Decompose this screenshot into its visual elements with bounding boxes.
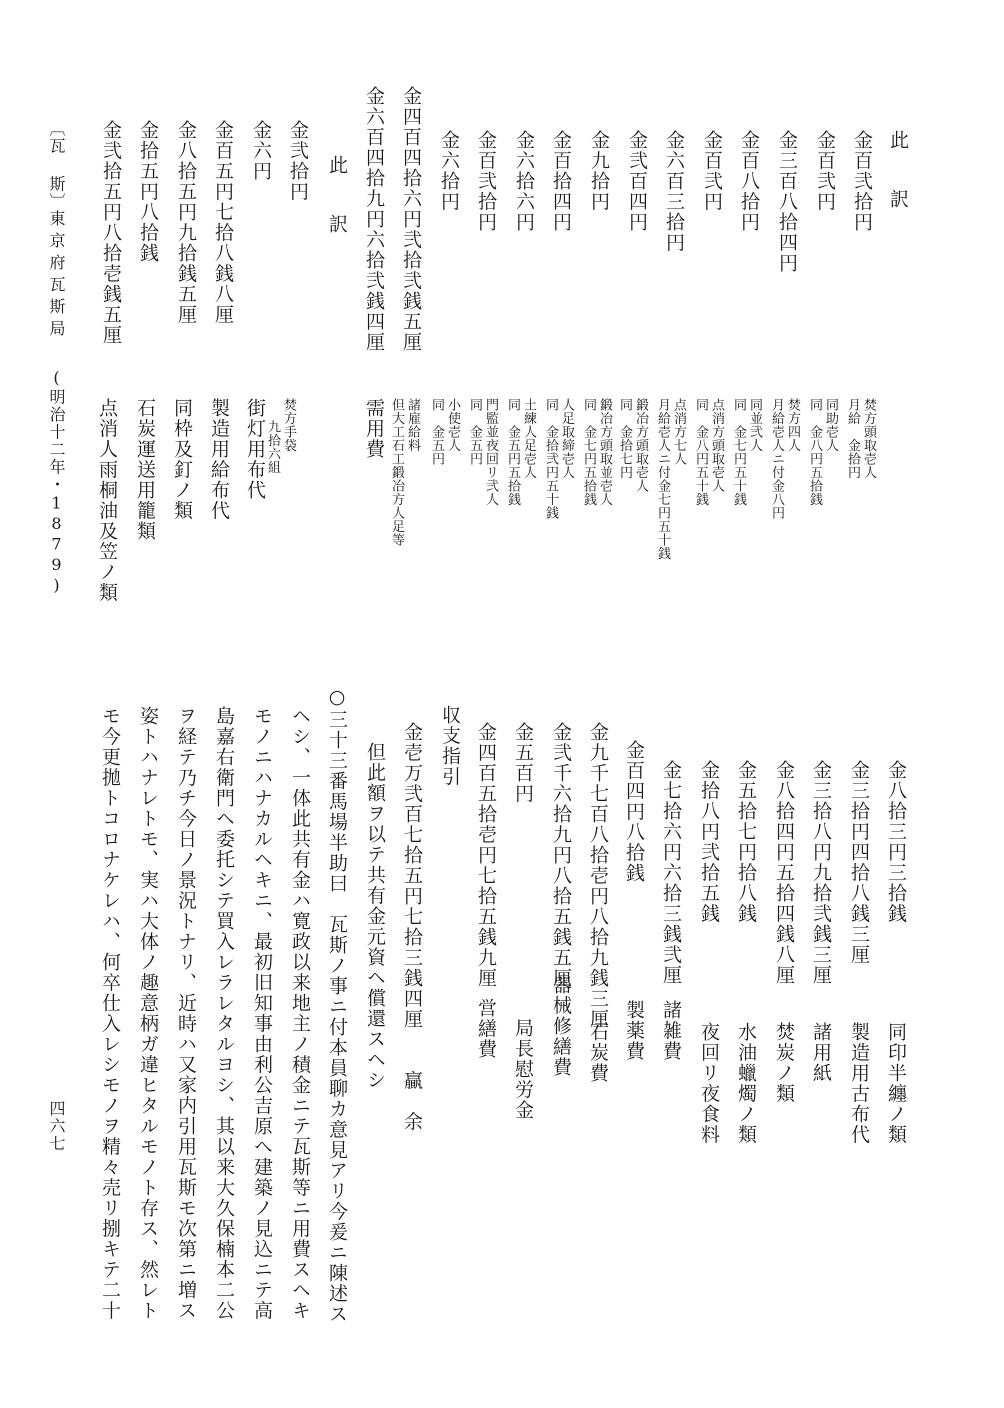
amount: 金百五円七拾八銭八厘 <box>212 120 234 325</box>
note-pair <box>656 398 685 560</box>
amount: 金七拾六円六拾三銭弐厘 <box>660 760 682 986</box>
note-pair <box>506 398 535 506</box>
paragraph-line: ○三十三番馬場半助曰 瓦斯ノ事ニ付本員聊カ意見アリ今爰ニ陳述ス <box>326 686 348 1325</box>
amount: 金三拾八円九拾弐銭三厘 <box>810 760 832 986</box>
total-amount: 金六百四拾九円六拾弐銭四厘 <box>363 86 385 353</box>
note-line: 月給壱人ニ付金八円 <box>769 398 784 520</box>
amount: 金九千七百八拾壱円八拾九銭三厘 <box>587 722 609 1030</box>
expense-item: 焚炭ノ類 <box>773 1022 795 1104</box>
amount: 金三百八拾四円 <box>776 130 798 274</box>
note-pair <box>846 398 875 479</box>
amount: 金百拾四円 <box>550 130 572 233</box>
note-line: 同 金五円五拾銭 <box>505 398 520 506</box>
expense-item: 石炭費 <box>587 1022 609 1084</box>
note-line: 同助壱人 <box>823 398 838 452</box>
paragraph-line: 姿トハナレトモ、実ハ大体ノ趣意柄ガ違ヒタルモノト存ス、然レト <box>137 706 159 1321</box>
amount: 金弐拾五円八拾壱銭五厘 <box>100 120 122 346</box>
note-line: 月給 金拾円 <box>845 398 860 479</box>
amount: 金六円 <box>250 120 272 182</box>
source-title: 東京府瓦斯局 <box>47 210 66 342</box>
amount: 金三拾円四拾八銭三厘 <box>848 760 870 965</box>
totals-note <box>390 398 419 547</box>
amount: 金六百三拾円 <box>663 130 685 253</box>
note-line: 点消方七人 <box>671 398 686 466</box>
note-line: 小使壱人 <box>445 398 460 452</box>
amount: 金四百五拾壱円七拾五銭九厘 <box>475 722 497 989</box>
note-line: 同 金五円 <box>467 398 482 466</box>
note-line: 諸雇給料 <box>405 398 420 452</box>
expense-item: 同印半纏ノ類 <box>885 1022 907 1145</box>
note-item: 点消人雨桐油及笠ノ類 <box>96 398 118 603</box>
expense-item: 夜回リ夜食料 <box>698 1022 720 1145</box>
balance-title: 収支指引 <box>439 705 461 787</box>
note-line: 同 金七円五十銭 <box>731 398 746 506</box>
source-date: (明治十二年・1879) <box>47 368 66 596</box>
note-line: 門監並夜回リ弐人 <box>483 398 498 506</box>
note-line: 同 金七円五拾銭 <box>581 398 596 506</box>
expense-item: 諸用紙 <box>810 1022 832 1084</box>
note-line: 土練人足壱人 <box>521 398 536 479</box>
expense-item: 製造用古布代 <box>848 1022 870 1145</box>
note-line: 鍛冶方頭取壱人 <box>633 398 648 493</box>
expense-item: 諸雑費 <box>660 1000 682 1062</box>
paragraph-line: ヘシ、一体此共有金ハ寛政以来地主ノ積金ニテ瓦斯等ニ用費スヘキ <box>289 706 311 1321</box>
paragraph-line: 島嘉右衛門ヘ委托シテ買入レラレタルヨシ、其以来大久保楠本二公 <box>213 706 235 1321</box>
note-pair <box>732 398 761 506</box>
note-pair <box>694 398 723 506</box>
note-line: 同並弐人 <box>747 398 762 452</box>
page-number: 四六七 <box>47 1100 66 1153</box>
expense-item: 局長慰労金 <box>512 1018 534 1121</box>
amount: 金六拾六円 <box>513 130 535 233</box>
paragraph-line: モ今更拋トコロナケレハ、何卒仕入レシモノヲ精々売リ捌キテ二十 <box>99 706 121 1321</box>
note-pair <box>544 398 573 520</box>
note-line: 焚方四人 <box>785 398 800 452</box>
note-item: 同枠及釘ノ類 <box>171 398 193 521</box>
amount: 金八拾四円五拾四銭八厘 <box>773 760 795 986</box>
note-line: 月給壱人ニ付金七円五十銭 <box>655 398 670 560</box>
amount: 金弐千六拾九円八拾五銭五厘 <box>550 722 572 989</box>
amount: 金五拾七円拾八銭 <box>735 760 757 924</box>
amount: 金百弐円 <box>814 130 836 212</box>
note-line: 焚方頭取壱人 <box>861 398 876 479</box>
note-item: 街灯用布代 <box>244 398 266 501</box>
amount: 金六拾円 <box>438 130 460 212</box>
amount: 金百弐拾円 <box>475 130 497 233</box>
note-line: 同 金八円五拾銭 <box>807 398 822 506</box>
heading-breakdown-1: 此 訳 <box>887 130 909 217</box>
amount: 金九拾円 <box>588 130 610 212</box>
note-item: 製造用給布代 <box>208 398 230 521</box>
note-line: 同 金八円五十銭 <box>693 398 708 506</box>
totals-note-title: 需用費 <box>363 398 385 460</box>
note-line: 同 金拾七円 <box>617 398 632 479</box>
amount: 金八拾五円九拾銭五厘 <box>175 120 197 325</box>
paragraph-line: ヲ経テ乃チ今日ノ景況トナリ、近時ハ又家内引用瓦斯モ次第ニ増ス <box>175 706 197 1321</box>
note-line: 点消方頭取壱人 <box>709 398 724 493</box>
note-pair <box>618 398 647 493</box>
expense-item: 製薬費 <box>623 1000 645 1062</box>
expense-item: 器械修繕費 <box>550 975 572 1078</box>
note-item: 石炭運送用籠類 <box>134 398 156 542</box>
amount: 金拾五円八拾銭 <box>137 120 159 264</box>
amount: 金八拾三円三拾銭 <box>885 760 907 924</box>
balance-line: 金壱万弐百七拾五円七拾三銭四厘 贏 余 <box>401 722 423 1132</box>
note-pair <box>430 398 459 466</box>
note-line: 九拾六組 <box>265 420 280 474</box>
note-line: 鍛冶方頭取並壱人 <box>597 398 612 506</box>
amount: 金拾八円弐拾五銭 <box>698 760 720 924</box>
expense-item: 水油蠟燭ノ類 <box>735 1022 757 1145</box>
note-line: 但大工石工鍛冶方人足等 <box>389 398 404 547</box>
note-pair <box>468 398 497 506</box>
note-line: 同 金拾弐円五十銭 <box>543 398 558 520</box>
amount: 金五百円 <box>512 722 534 804</box>
note-pair <box>770 398 799 520</box>
note-pair <box>808 398 837 506</box>
heading-breakdown-2: 此 訳 <box>326 155 348 242</box>
amount: 金百八拾円 <box>738 130 760 233</box>
amount: 金弐拾円 <box>287 120 309 202</box>
section-tag: 〔瓦 斯〕 <box>47 120 66 211</box>
expense-item: 営繕費 <box>475 998 497 1060</box>
amount: 金弐百四円 <box>626 130 648 233</box>
amount: 金百弐拾円 <box>851 130 873 233</box>
amount: 金百弐円 <box>701 130 723 212</box>
note-pair <box>582 398 611 506</box>
note-line: 焚方手袋 <box>281 398 296 452</box>
amount: 金百四円八拾銭 <box>623 740 645 884</box>
paragraph-line: モノニハナカルヘキニ、最初旧知事由利公吉原へ建築ノ見込ニテ高 <box>251 706 273 1321</box>
note-pair <box>266 398 295 474</box>
balance-note: 但此額ヲ以テ共有金元資ヘ償還スヘシ <box>364 742 386 1091</box>
note-line: 人足取締壱人 <box>559 398 574 479</box>
total-amount: 金四百四拾六円弐拾弐銭五厘 <box>400 86 422 353</box>
note-line: 同 金五円 <box>429 398 444 466</box>
